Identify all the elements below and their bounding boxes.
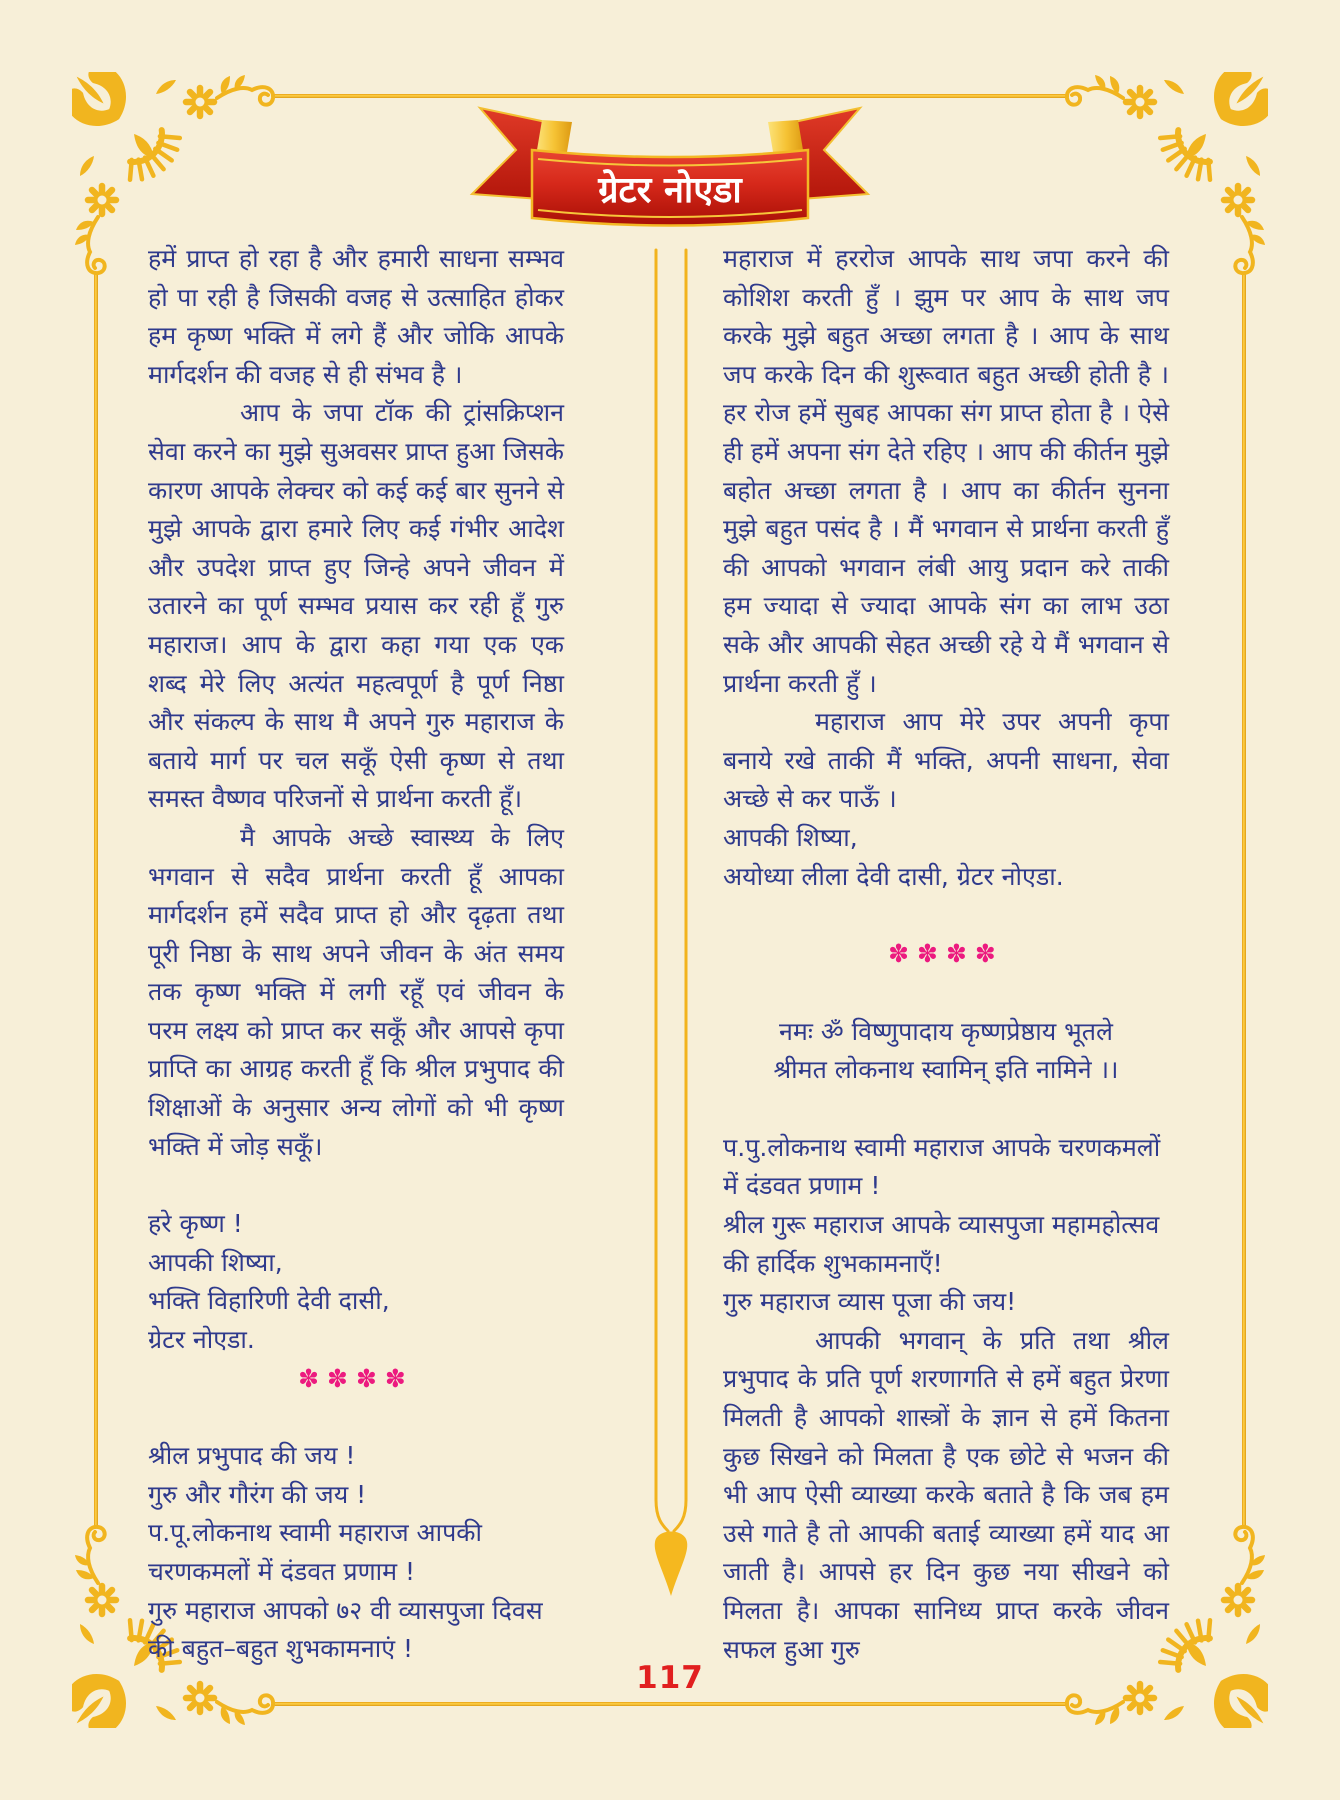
text-line: श्रील प्रभुपाद की जय ! <box>148 1441 356 1471</box>
text-line: गुरु महाराज व्यास पूजा की जय! <box>723 1287 1017 1317</box>
text-line: आपकी शिष्या, <box>723 822 858 852</box>
paragraph: मै आपके अच्छे स्वास्थ्य के लिए भगवान से सदैव प्रार्थना करती हूँ आपका मार्गदर्शन हमें सदैव प्राप्त हो और दृढ़ता तथा पूरी निष्ठा के साथ अपने जीवन के अंत समय तक कृष्ण भक्ति में लगी रहूँ एवं जीवन के परम लक्ष्य को प्राप्त कर सकूँ और आपसे कृपा प्राप्ति का आग्रह करती हूँ कि श्रील प्रभुपाद की शिक्षाओं के अनुसार अन्य लोगों को भी कृष्ण भक्ति में जोड़ सकूँ। <box>148 822 564 1161</box>
signature-lines <box>148 1205 564 1359</box>
frame-line-left <box>94 272 98 1528</box>
text-line: गुरु और गौरंग की जय ! <box>148 1479 367 1509</box>
paragraph: महाराज में हररोज आपके साथ जपा करने की कोशिश करती हुँ । झुम पर आप के साथ जप करके मुझे बहुत अच्छा लगता है । आप के साथ जप करके दिन की शुरूवात बहुत अच्छी होती है । हर रोज हमें सुबह आपका संग प्राप्त होता है । ऐसे ही हमें अपना संग देते रहिए । आप की कीर्तन मुझे बहोत अच्छा लगता है । आप का कीर्तन सुनना मुझे बहुत पसंद है । मैं भगवान से प्रार्थना करती हुँ की आपको भगवान लंबी आयु प्रदान करे ताकी हम ज्यादा से ज्यादा आपके संग का लाभ उठा सके और आपकी सेहत अच्छी रहे ये मैं भगवान से प्रार्थना करती हुँ । <box>723 244 1169 698</box>
shloka-verse <box>723 1013 1169 1090</box>
page-number: 117 <box>636 1660 704 1696</box>
text-line: अयोध्या लीला देवी दासी, ग्रेटर नोएडा. <box>723 861 1064 891</box>
banner-title: ग्रेटर नोएडा <box>598 170 742 211</box>
text-line: प.पू.लोकनाथ स्वामी महाराज आपकी चरणकमलों में दंडवत प्रणाम ! <box>148 1518 482 1586</box>
text-line: भक्ति विहारिणी देवी दासी, <box>148 1286 390 1316</box>
signature-lines <box>723 1129 1169 1322</box>
text-line: नमः ॐ विष्णुपादाय कृष्णप्रेष्ठाय भूतले <box>779 1016 1113 1046</box>
frame-line-bottom <box>272 1702 1068 1706</box>
paragraph: महाराज आप मेरे उपर अपनी कृपा बनाये रखे ताकी मैं भक्ति, अपनी साधना, सेवा अच्छे से कर पाऊँ । <box>723 707 1169 814</box>
paragraph: आप के जपा टॉक की ट्रांसक्रिप्शन सेवा करने का मुझे सुअवसर प्राप्त हुआ जिसके कारण आपके लेक्चर को कई कई बार सुनने से मुझे आपके द्वारा हमारे लिए कई गंभीर आदेश और उपदेश प्राप्त हुए जिन्हे अपने जीवन में उतारने का पूर्ण सम्भव प्रयास कर रही हूँ गुरु महाराज। आप के द्वारा कहा गया एक एक शब्द मेरे लिए अत्यंत महत्वपूर्ण है पूर्ण निष्ठा और संकल्प के साथ मै अपने गुरु महाराज के बताये मार्ग पर चल सकूँ ऐसी कृष्ण से तथा समस्त वैष्णव परिजनों से प्रार्थना करती हूँ। <box>148 398 564 814</box>
frame-line-right <box>1242 272 1246 1528</box>
text-line: श्रील गुरू महाराज आपके व्यासपुजा महामहोत्सव की हार्दिक शुभकामनाएँ! <box>723 1210 1160 1278</box>
ribbon-banner <box>460 104 880 232</box>
column-divider-pen-nib <box>640 248 702 1603</box>
paragraph: हमें प्राप्त हो रहा है और हमारी साधना सम्भव हो पा रही है जिसकी वजह से उत्साहित होकर हम कृष्ण भक्ति में लगे हैं और जोकि आपके मार्गदर्शन की वजह से ही संभव है । <box>148 244 564 389</box>
paragraph: आपकी भगवान् के प्रति तथा श्रील प्रभुपाद के प्रति पूर्ण शरणागति से हमें बहुत प्रेरणा मिलती है आपको शास्त्रों के ज्ञान से हमें कितना कुछ सिखने को मिलता है एक छोटे से भजन की भी आप ऐसी व्याख्या करके बताते है कि जब हम उसे गाते है तो आपकी बताई व्याख्या हमें याद आ जाती है। आपसे हर दिन कुछ नया सीखने को मिलता है। आपका सानिध्य प्राप्त करके जीवन सफल हुआ गुरु <box>723 1325 1169 1664</box>
right-column <box>723 240 1169 1669</box>
text-line: श्रीमत लोकनाथ स्वामिन् इति नामिने ।। <box>773 1055 1119 1085</box>
text-line: ग्रेटर नोएडा. <box>148 1325 255 1355</box>
frame-line-top <box>272 94 1068 98</box>
signature-lines <box>723 819 1169 896</box>
text-line: गुरु महाराज आपको ७२ वी व्यासपुजा दिवस की बहुत–बहुत शुभकामनाएं ! <box>148 1595 543 1664</box>
section-separator: ✽✽✽✽ <box>888 939 1004 969</box>
text-line: आपकी शिष्या, <box>148 1247 283 1277</box>
text-line: हरे कृष्ण ! <box>148 1209 243 1239</box>
signature-lines <box>148 1437 564 1669</box>
text-line: प.पु.लोकनाथ स्वामी महाराज आपके चरणकमलों में दंडवत प्रणाम ! <box>723 1132 1161 1201</box>
section-separator: ✽✽✽✽ <box>298 1363 414 1393</box>
left-column <box>148 240 564 1669</box>
pen-nib-icon <box>655 1532 688 1597</box>
